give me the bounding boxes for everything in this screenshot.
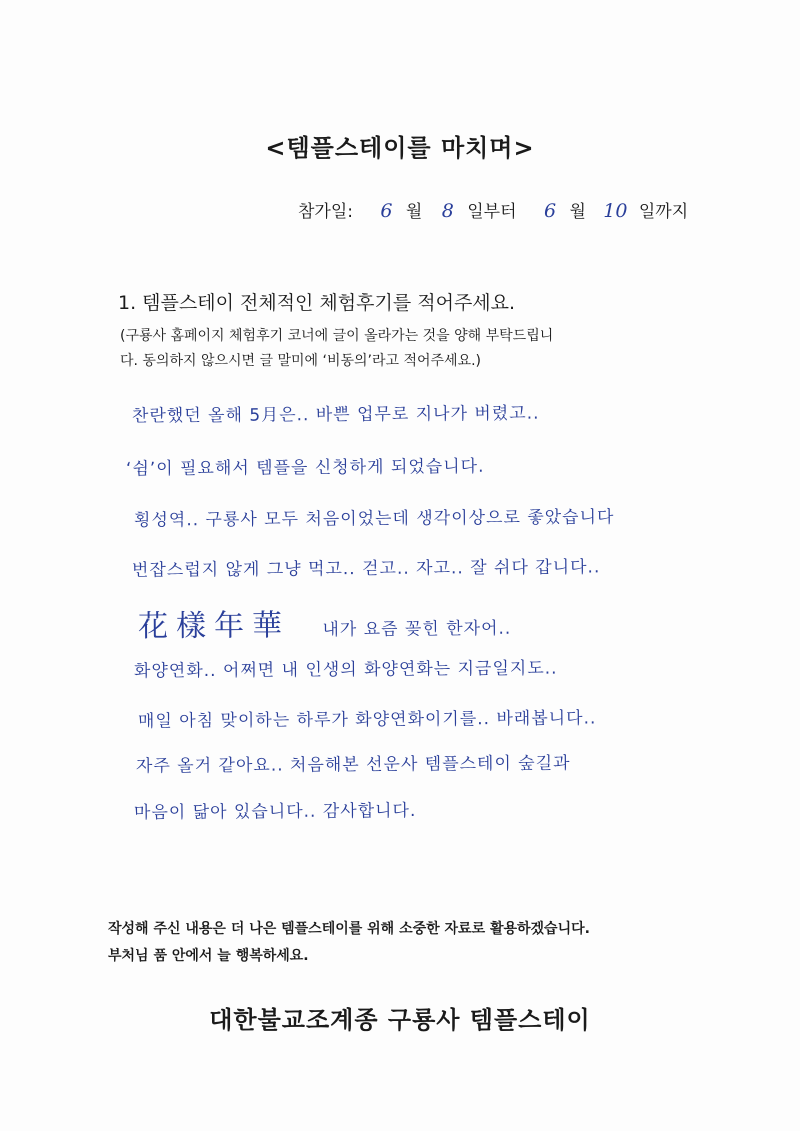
from-label: 일부터 bbox=[467, 202, 517, 222]
question-heading: 1. 템플스테이 전체적인 체험후기를 적어주세요. bbox=[118, 292, 516, 314]
start-month-value: 6 bbox=[380, 200, 393, 222]
answer-line: 번잡스럽지 않게 그냥 먹고.. 걷고.. 자고.. 잘 쉬다 갑니다.. bbox=[131, 557, 601, 581]
answer-line: 화양연화.. 어쩌면 내 인생의 화양연화는 지금일지도.. bbox=[133, 658, 558, 682]
answer-line: 횡성역.. 구룡사 모두 처음이었는데 생각이상으로 좋았습니다 bbox=[133, 507, 615, 531]
form-title: <템플스테이를 마치며> bbox=[265, 134, 535, 162]
answer-line: 마음이 닮아 있습니다.. 감사합니다. bbox=[133, 801, 417, 823]
month-label-1: 월 bbox=[405, 202, 423, 222]
answer-line-hanja bbox=[138, 599, 512, 646]
question-note-line-1: (구룡사 홈페이지 체험후기 코너에 글이 올라가는 것을 양해 부탁드립니 bbox=[120, 328, 554, 344]
footer-note-line-1: 작성해 주신 내용은 더 나은 템플스테이를 위해 소중한 자료로 활용하겠습니다. bbox=[108, 921, 590, 937]
answer-line-text: 내가 요즘 꽂힌 한자어.. bbox=[322, 618, 512, 641]
hanja-phrase: 花樣年華 bbox=[137, 608, 291, 645]
end-day-value: 10 bbox=[603, 200, 628, 222]
end-month-value: 6 bbox=[543, 200, 557, 222]
answer-line: 찬란했던 올해 5月은.. 바쁜 업무로 지나가 버렸고.. bbox=[131, 403, 540, 427]
answer-line: 매일 아침 맞이하는 하루가 화양연화이기를.. 바래봅니다.. bbox=[137, 708, 597, 732]
organization-name: 대한불교조계종 구룡사 템플스테이 bbox=[209, 1006, 591, 1034]
month-label-2: 월 bbox=[569, 202, 586, 222]
footer-note-line-2: 부처님 품 안에서 늘 행복하세요. bbox=[108, 948, 309, 964]
until-label: 일까지 bbox=[638, 202, 689, 222]
answer-line: 자주 올거 같아요.. 처음해본 선운사 템플스테이 숲길과 bbox=[135, 753, 571, 777]
answer-line: ‘쉼’이 필요해서 템플을 신청하게 되었습니다. bbox=[125, 456, 485, 480]
stay-period-prefix: 참가일: bbox=[298, 202, 353, 222]
question-note-line-2: 다. 동의하지 않으시면 글 말미에 ‘비동의’라고 적어주세요.) bbox=[120, 353, 482, 369]
start-day-value: 8 bbox=[441, 200, 454, 222]
